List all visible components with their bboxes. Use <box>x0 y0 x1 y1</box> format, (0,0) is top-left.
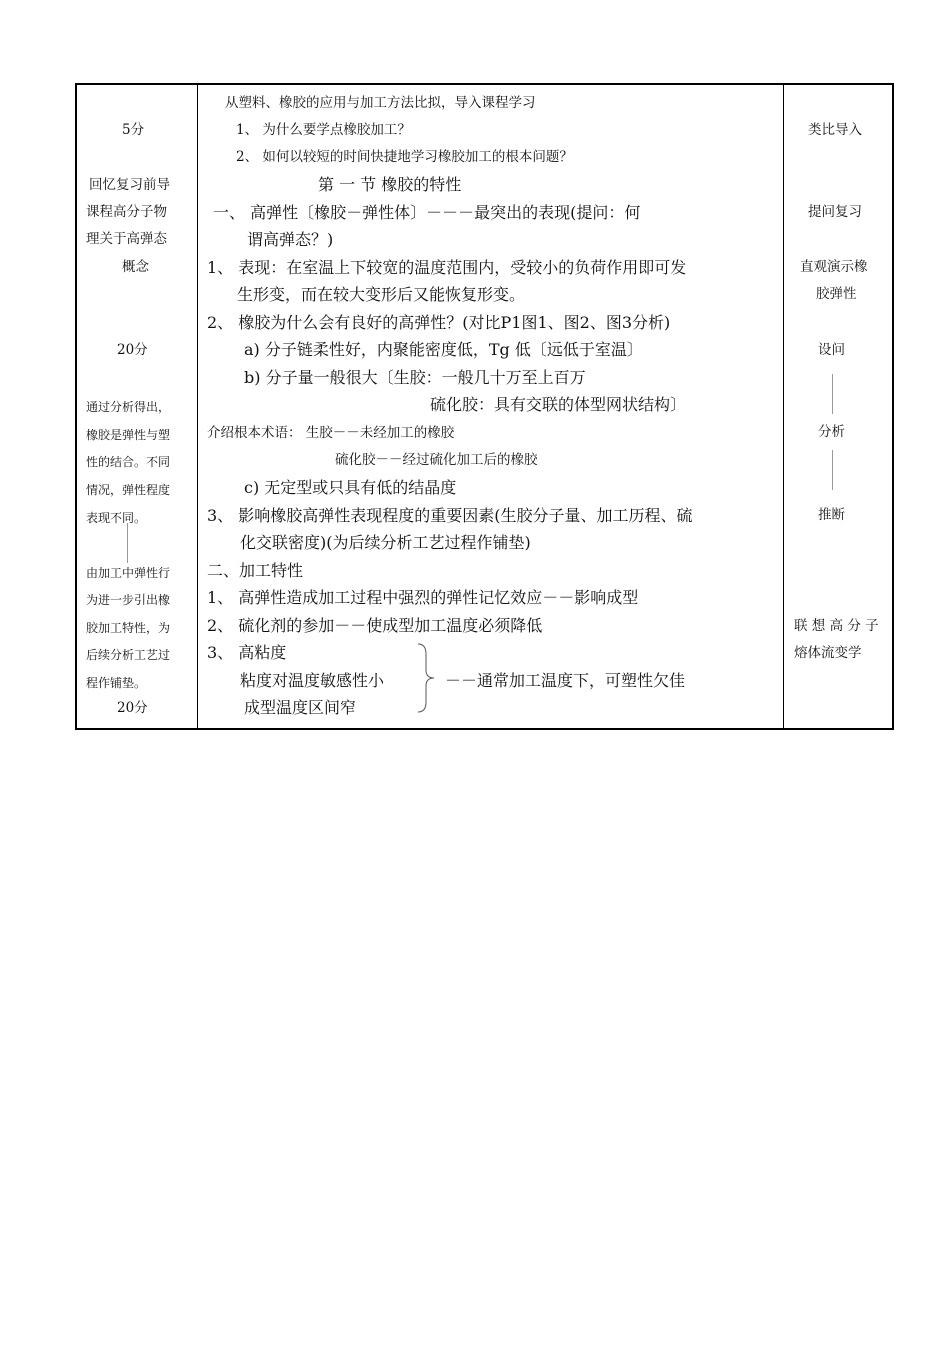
heading-processing: 二、加工特性 <box>207 561 304 580</box>
review-line-3: 理关于高弹态 <box>86 231 167 247</box>
method-analysis: 分析 <box>818 424 845 440</box>
time-20min-2: 20分 <box>117 700 148 716</box>
heading-high-elasticity-cont: 谓高弹态？) <box>247 230 334 249</box>
point-3-line-2: 化交联密度)(为后续分析工艺过程作铺垫) <box>240 533 531 552</box>
connector-line-right-1 <box>832 374 833 414</box>
processing-note-3: 胶加工特性，为 <box>86 621 171 635</box>
processing-point-3-note: －－通常加工温度下，可塑性欠佳 <box>445 671 686 690</box>
processing-note-5: 程作铺垫。 <box>86 676 147 690</box>
method-association-line-2: 熔体流变学 <box>794 645 862 661</box>
analysis-note-4: 情况，弹性程度 <box>86 483 171 497</box>
section-title: 第 一 节 橡胶的特性 <box>318 175 462 194</box>
terms-raw-rubber: 介绍根本术语： 生胶－－未经加工的橡胶 <box>207 425 455 441</box>
question-1: 1、 为什么要学点橡胶加工？ <box>236 122 411 138</box>
point-1-line-1: 1、 表现：在室温上下较宽的温度范围内，受较小的负荷作用即可发 <box>207 258 687 277</box>
processing-point-2: 2、 硫化剂的参加－－使成型加工温度必须降低 <box>207 616 543 635</box>
point-2c: c) 无定型或只具有低的结晶度 <box>244 478 457 497</box>
processing-point-3: 3、 高粘度 <box>207 643 287 662</box>
analysis-note-1: 通过分析得出， <box>86 400 171 414</box>
column-divider-right <box>783 85 784 728</box>
method-demo-line-1: 直观演示橡 <box>800 259 868 275</box>
method-question: 设问 <box>818 342 845 358</box>
time-5min: 5分 <box>122 122 145 138</box>
review-line-2: 课程高分子物 <box>86 204 167 220</box>
point-1-line-2: 生形变，而在较大变形后又能恢复形变。 <box>237 285 526 304</box>
analysis-note-2: 橡胶是弹性与塑 <box>86 428 171 442</box>
point-2a: a) 分子链柔性好，内聚能密度低，Tg 低〔远低于室温〕 <box>244 340 643 359</box>
time-20min-1: 20分 <box>117 342 148 358</box>
method-association-line-1: 联 想 高 分 子 <box>794 618 879 634</box>
connector-line-left <box>127 523 128 563</box>
connector-line-right-2 <box>832 450 833 490</box>
question-2: 2、 如何以较短的时间快捷地学习橡胶加工的根本问题？ <box>236 149 573 165</box>
processing-note-1: 由加工中弹性行 <box>86 566 171 580</box>
column-divider-left <box>197 85 198 728</box>
point-2b: b) 分子量一般很大〔生胶：一般几十万至上百万 <box>244 368 586 387</box>
point-2b-vulcanized: 硫化胶：具有交联的体型网状结构〕 <box>430 395 687 414</box>
point-3-line-1: 3、 影响橡胶高弹性表现程度的重要因素(生胶分子量、加工历程、硫 <box>207 506 693 525</box>
processing-note-2: 为进一步引出橡 <box>86 593 171 607</box>
review-line-4: 概念 <box>122 259 149 275</box>
terms-vulcanized-rubber: 硫化胶－－经过硫化加工后的橡胶 <box>335 452 538 468</box>
point-2: 2、 橡胶为什么会有良好的高弹性？(对比P1图1、图2、图3分析) <box>207 313 671 332</box>
analysis-note-5: 表现不同。 <box>86 511 147 525</box>
method-demo-line-2: 胶弹性 <box>816 286 857 302</box>
heading-high-elasticity: 一、 高弹性〔橡胶－弹性体〕－－－最突出的表现(提问：何 <box>213 203 641 222</box>
method-inference: 推断 <box>818 507 845 523</box>
method-analogy: 类比导入 <box>808 122 862 138</box>
review-line-1: 回忆复习前导 <box>89 177 170 193</box>
processing-point-3a: 粘度对温度敏感性小 <box>240 671 385 690</box>
analysis-note-3: 性的结合。不同 <box>86 455 171 469</box>
method-review-question: 提问复习 <box>808 204 862 220</box>
intro-line: 从塑料、橡胶的应用与加工方法比拟，导入课程学习 <box>225 95 536 111</box>
processing-note-4: 后续分析工艺过 <box>86 648 171 662</box>
processing-point-1: 1、 高弹性造成加工过程中强烈的弹性记忆效应－－影响成型 <box>207 588 639 607</box>
curly-brace-icon <box>414 642 438 714</box>
processing-point-3b: 成型温度区间窄 <box>244 698 357 717</box>
